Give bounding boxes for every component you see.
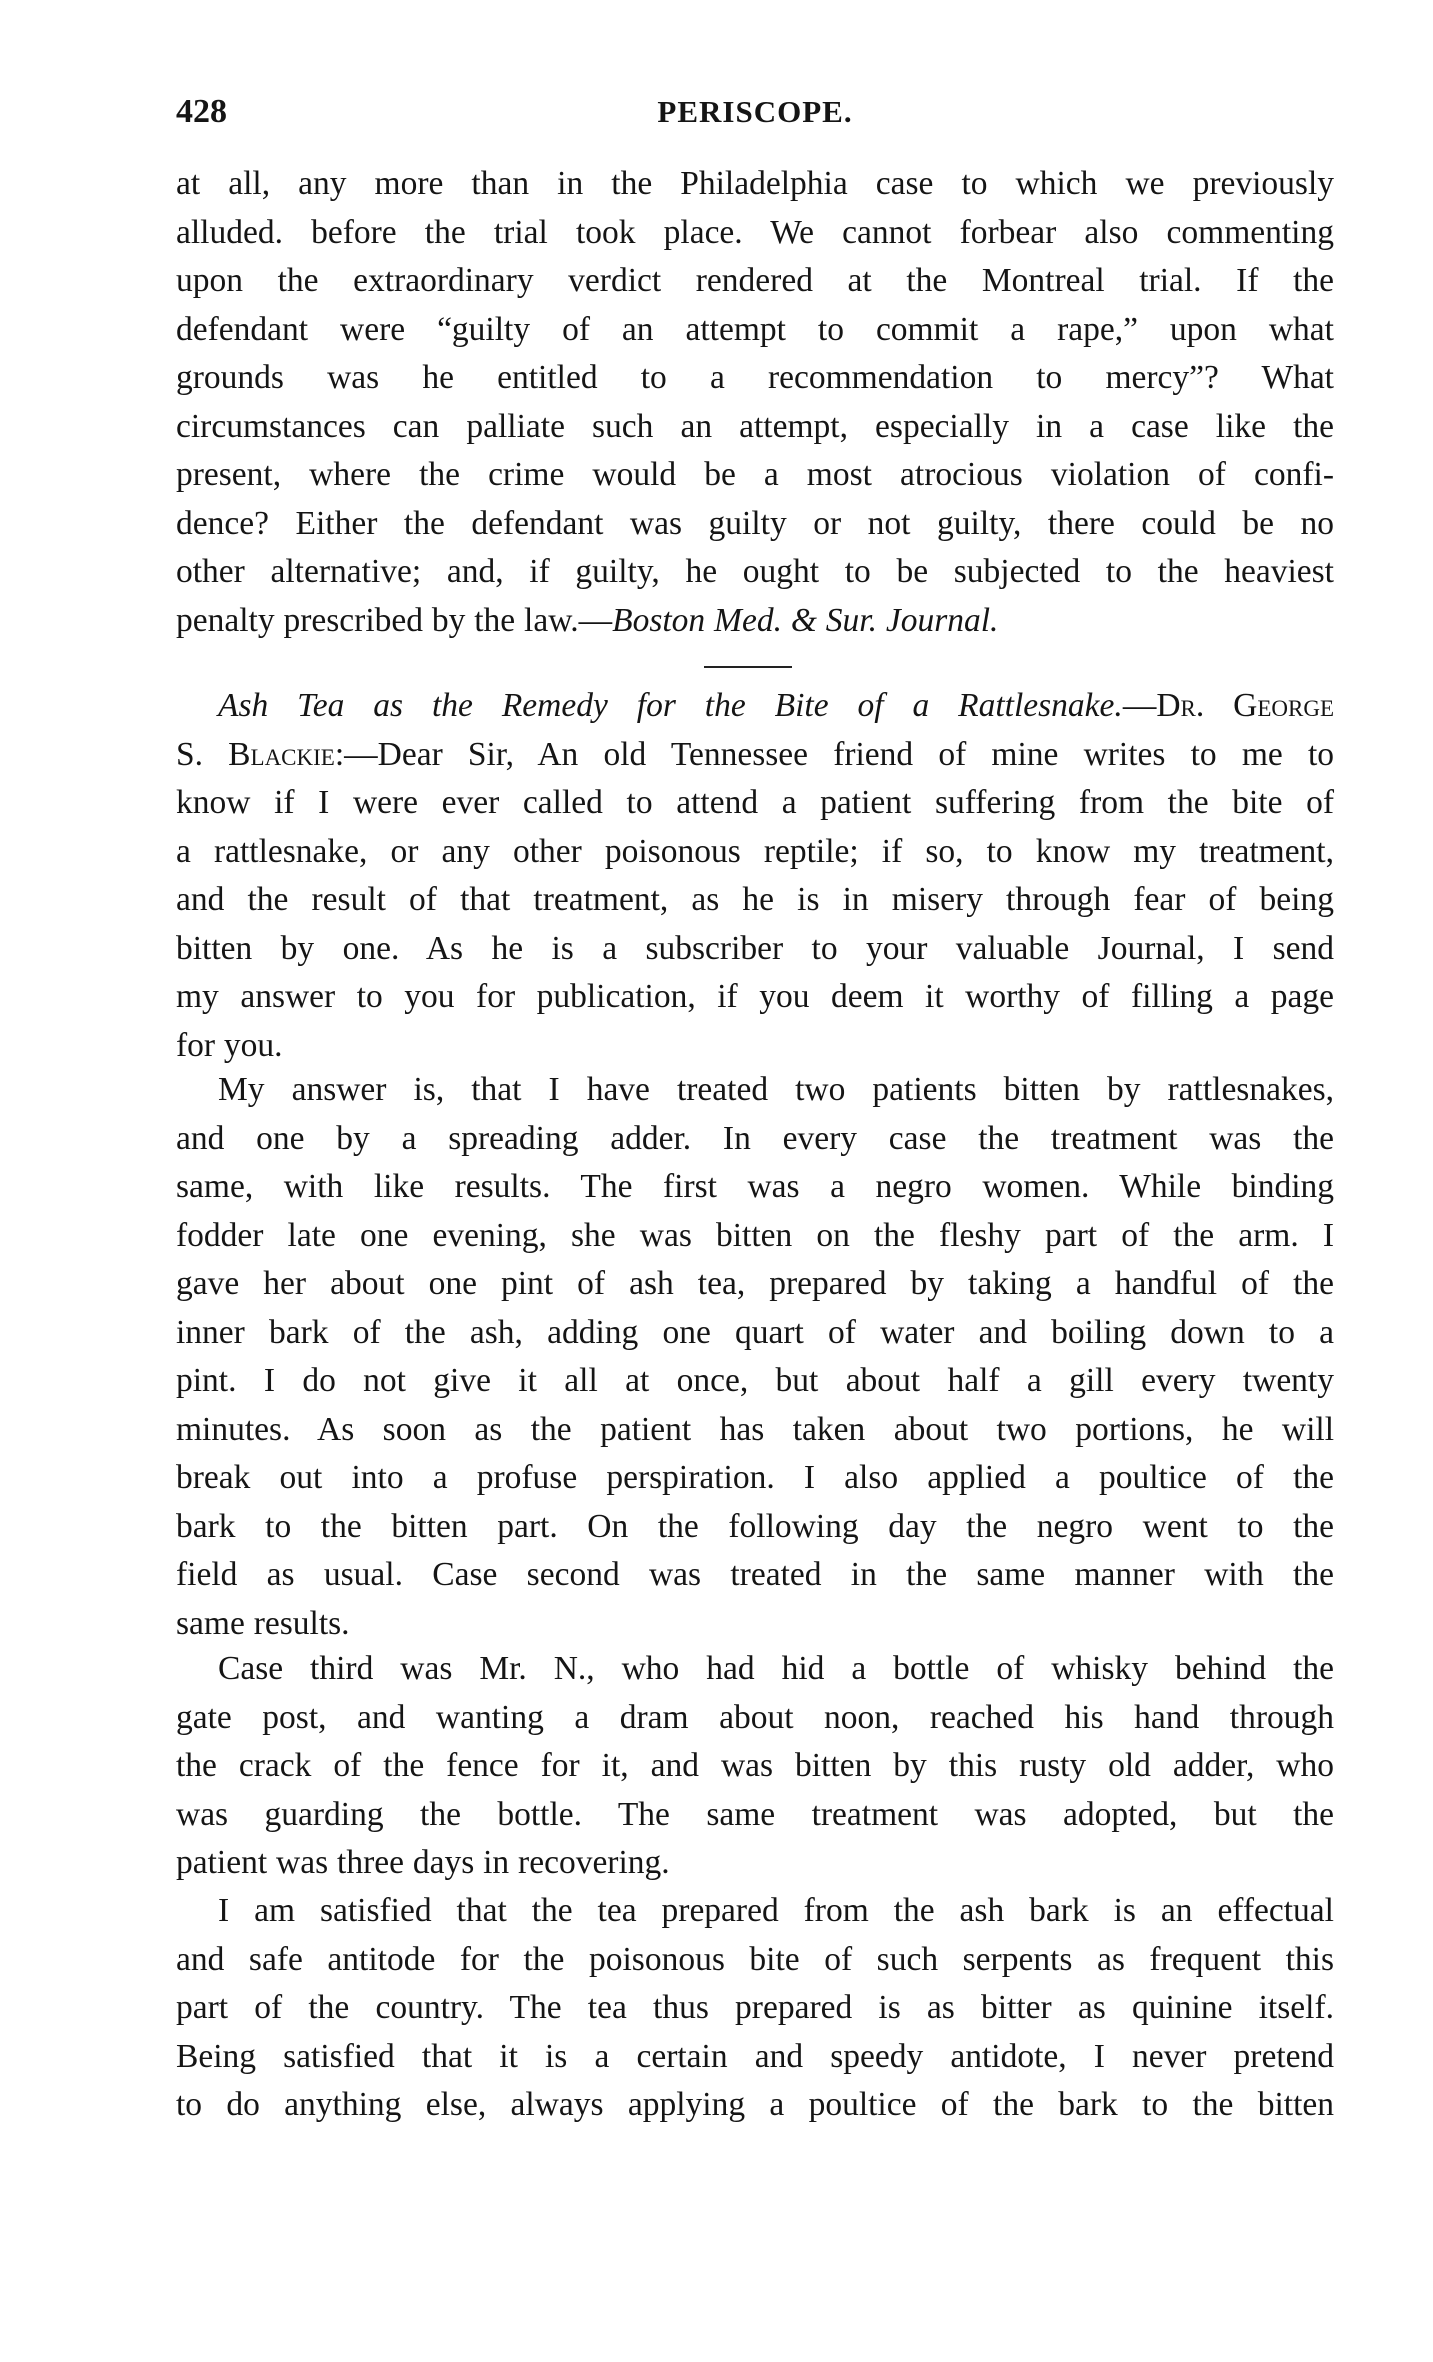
paragraph-answer bbox=[176, 1066, 1334, 1648]
text-line: fodder late one evening, she was bitten on the fleshy part of the arm. I bbox=[176, 1216, 1334, 1254]
text-line: and the result of that treatment, as he is in misery through fear of being bbox=[176, 881, 1334, 918]
text-line-with-source bbox=[176, 597, 1334, 646]
text-line: circumstances can palliate such an attempt, especially in a case like the bbox=[176, 407, 1334, 445]
text-line: the crack of the fence for it, and was bitten by this rusty old adder, who bbox=[176, 1747, 1334, 1784]
author-name-part-1: Dr. George bbox=[1156, 687, 1334, 724]
text-line: to do anything else, always applying a poultice of the bark to the bitten bbox=[176, 2086, 1334, 2123]
running-head bbox=[176, 92, 1334, 132]
text-line: minutes. As soon as the patient has taken about two portions, he will bbox=[176, 1410, 1334, 1448]
running-title: PERISCOPE. bbox=[657, 94, 853, 129]
section-divider bbox=[704, 666, 792, 668]
text-line: bark to the bitten part. On the following day the negro went to the bbox=[176, 1507, 1334, 1545]
paragraph-case-third bbox=[176, 1645, 1334, 1888]
text-line: My answer is, that I have treated two patients bitten by rattlesnakes, bbox=[218, 1071, 1334, 1108]
article-heading-line bbox=[176, 682, 1334, 731]
text-line: pint. I do not give it all at once, but about half a gill every twenty bbox=[176, 1362, 1334, 1399]
paragraph-continued bbox=[176, 160, 1334, 645]
page-number: 428 bbox=[176, 93, 227, 130]
text-line: dence? Either the defendant was guilty or not guilty, there could be no bbox=[176, 504, 1334, 542]
text-line: a rattlesnake, or any other poisonous reptile; if so, to know my treatment, bbox=[176, 832, 1334, 870]
text-line: and one by a spreading adder. In every case the treatment was the bbox=[176, 1119, 1334, 1157]
paragraph-conclusion bbox=[176, 1887, 1334, 2130]
text-line: Case third was Mr. N., who had hid a bottle of whisky behind the bbox=[218, 1650, 1334, 1687]
text-line: Being satisfied that it is a certain and speedy antidote, I never pretend bbox=[176, 2037, 1334, 2075]
text-line: was guarding the bottle. The same treatment was adopted, but the bbox=[176, 1795, 1334, 1833]
text-line: grounds was he entitled to a recommendation to mercy”? What bbox=[176, 359, 1334, 396]
text-line: for you. bbox=[176, 1026, 283, 1064]
text-line: gate post, and wanting a dram about noon, reached his hand through bbox=[176, 1698, 1334, 1736]
author-name-part-2: S. Blackie bbox=[176, 735, 335, 773]
title-dash: — bbox=[1122, 687, 1157, 724]
text-line: and safe antitode for the poisonous bite of such serpents as frequent this bbox=[176, 1940, 1334, 1978]
text-fragment: penalty prescribed by the law.— bbox=[176, 601, 613, 639]
text-line: part of the country. The tea thus prepared is as bitter as quinine itself. bbox=[176, 1989, 1334, 2026]
text-line: know if I were ever called to attend a patient suffering from the bite of bbox=[176, 784, 1334, 821]
text-line: at all, any more than in the Philadelphia case to which we previously bbox=[176, 165, 1334, 202]
source-citation: Boston Med. & Sur. Journal. bbox=[612, 601, 999, 639]
text-line: same, with like results. The first was a negro women. While binding bbox=[176, 1168, 1334, 1205]
text-line bbox=[176, 731, 1334, 780]
text-line: defendant were “guilty of an attempt to commit a rape,” upon what bbox=[176, 310, 1334, 348]
text-line: upon the extraordinary verdict rendered at the Montreal trial. If the bbox=[176, 262, 1334, 299]
article-title: Ash Tea as the Remedy for the Bite of a Rattlesnake. bbox=[218, 687, 1123, 724]
text-line: same results. bbox=[176, 1604, 350, 1642]
text-line: bitten by one. As he is a subscriber to your valuable Journal, I send bbox=[176, 929, 1334, 967]
text-line: field as usual. Case second was treated in the same manner with the bbox=[176, 1556, 1334, 1593]
text-line: other alternative; and, if guilty, he ought to be subjected to the heaviest bbox=[176, 553, 1334, 590]
text-line: inner bark of the ash, adding one quart of water and boiling down to a bbox=[176, 1313, 1334, 1351]
text-line: alluded. before the trial took place. We cannot forbear also commenting bbox=[176, 213, 1334, 251]
text-line: present, where the crime would be a most atrocious violation of confi- bbox=[176, 456, 1334, 493]
text-line: break out into a profuse perspiration. I also applied a poultice of the bbox=[176, 1459, 1334, 1496]
text-fragment: :—Dear Sir, An old Tennessee friend of mine writes to me to bbox=[334, 735, 1334, 773]
text-line: gave her about one pint of ash tea, prepared by taking a handful of the bbox=[176, 1265, 1334, 1302]
article-intro bbox=[176, 682, 1334, 1070]
text-line: my answer to you for publication, if you deem it worthy of filling a page bbox=[176, 978, 1334, 1015]
text-line: patient was three days in recovering. bbox=[176, 1844, 670, 1881]
text-line: I am satisfied that the tea prepared from the ash bark is an effectual bbox=[218, 1892, 1334, 1929]
